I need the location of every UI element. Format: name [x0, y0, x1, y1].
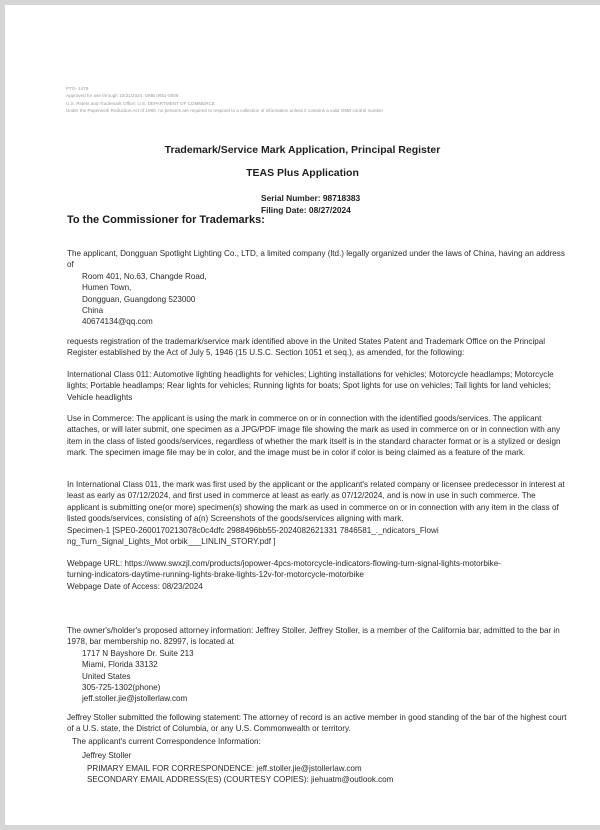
- form-header: [66, 85, 383, 115]
- goods-paragraph: [67, 369, 567, 403]
- attorney-section: [67, 625, 567, 705]
- omb-approval: Approved for use through 10/31/2024. OMB 0651-0009: [66, 93, 179, 99]
- correspondence-heading: The applicant's current Correspondence Information:: [72, 737, 261, 746]
- primary-email: PRIMARY EMAIL FOR CORRESPONDENCE: jeff.stoller.jie@jstollerlaw.com: [87, 763, 362, 773]
- applicant-section: [67, 248, 567, 328]
- salutation: To the Commissioner for Trademarks:: [67, 214, 265, 226]
- webpage-url-cont: turning-indicators-daytime-running-lights-brake-lights-12v-for-motorcycle-motorbike: [67, 570, 364, 580]
- attorney-statement: [67, 712, 567, 735]
- attorney-intro: The owner's/holder's proposed attorney information: Jeffrey Stoller. Jeffrey Stoller, is a member of the California bar, admitted to the bar in 1978, bar membership no. 82997, is located at: [67, 626, 560, 647]
- specimen-line: ng_Turn_Signal_Lights_Mot orbik___LINLIN_STORY.pdf ]: [67, 537, 276, 547]
- address-line: Humen Town,: [82, 283, 132, 293]
- address-line: United States: [82, 671, 131, 681]
- request-text: requests registration of the trademark/service mark identified above in the United States Patent and Trademark Office on the Principal Register established by the Act of July 5, 1946 (15 U.S.C. Section 1051 et seq.), as amended, for the following:: [67, 337, 546, 358]
- address-line: Miami, Florida 33132: [82, 660, 158, 670]
- address-line: Dongguan, Guangdong 523000: [82, 294, 196, 304]
- address-line: Room 401, No.63, Changde Road,: [82, 271, 207, 281]
- document-page: [5, 5, 600, 825]
- use-in-commerce-paragraph: [67, 413, 567, 459]
- applicant-email: 40674134@qq.com: [82, 317, 153, 327]
- document-title: Trademark/Service Mark Application, Principal Register: [164, 144, 441, 156]
- form-number: PTO- 1478: [66, 86, 89, 91]
- address-line: China: [82, 306, 104, 316]
- first-use-paragraph: [67, 479, 567, 547]
- applicant-intro: The applicant, Dongguan Spotlight Lighting Co., LTD, a limited company (ltd.) legally organized under the laws of China, having an address of: [67, 249, 565, 270]
- applicant-address: [67, 271, 567, 328]
- attorney-email: jeff.stoller.jie@jstollerlaw.com: [82, 694, 188, 704]
- request-paragraph: [67, 336, 567, 359]
- correspondence-section: [67, 736, 567, 786]
- filing-date: Filing Date: 08/27/2024: [261, 205, 351, 215]
- attorney-phone: 305-725-1302(phone): [82, 683, 161, 693]
- specimen-line: Specimen-1 [SPE0-2600170213078c0c4dfc 2988496bb55-2024082621331 7846581_._ndicators_Flowi: [67, 525, 439, 535]
- serial-number: Serial Number: 98718383: [261, 193, 361, 203]
- attorney-address: [67, 648, 567, 705]
- use-in-commerce-text: Use in Commerce: The applicant is using the mark in commerce on or in connection with the identified goods/services. The applicant attaches, or will later submit, one specimen as a JPG/PDF image file showing the mark as used in commerce on or in connection with any item in the class of listed goods/services, regardless of whether the mark itself is in the standard character format or is a stylized or design mark. The specimen image file may be in color, and the image must be in color if color is being claimed as a feature of the mark.: [67, 414, 561, 458]
- paperwork-notice: Under the Paperwork Reduction Act of 1995, no persons are required to respond to a collection of information unless it contains a valid OMB control number: [66, 108, 384, 114]
- goods-text: International Class 011: Automotive lighting headlights for vehicles; Lighting installations for vehicles; Motorcycle headlamps; Motorcycle lights; Portable headlamps; Rear lights for vehicles; Running lights for boats; Spot lights for use on vehicles; Tail lights for land vehicles; Vehicle headlights: [67, 370, 554, 402]
- attorney-statement-text: Jeffrey Stoller submitted the following statement: The attorney of record is an active member in good standing of the bar of the highest court of a U.S. state, the District of Columbia, or any U.S. Commonwealth or territory.: [67, 713, 567, 734]
- first-use-text: In International Class 011, the mark was first used by the applicant or the applicant's related company or licensee predecessor in interest at least as early as 07/12/2024, and first used in commerce at least as early as 07/12/2024, and is now in use in such commerce. The applicant is submitting one(or more) specimen(s) showing the mark as used in commerce on or in connection with any item in the class of listed goods/services, consisting of a(n) Screenshots of the goods/services aligning with mark.: [67, 480, 565, 524]
- agency-line: U.S. Patent and Trademark Office; U.S. DEPARTMENT OF COMMERCE: [66, 100, 215, 106]
- address-line: 1717 N Bayshore Dr. Suite 213: [82, 648, 194, 658]
- webpage-url: Webpage URL: https://www.swxzjl.com/products/jopower-4pcs-motorcycle-indicators-flowing-turn-signal-lights-motorbike-: [67, 559, 501, 568]
- filing-info: [261, 192, 360, 216]
- document-subtitle: TEAS Plus Application: [246, 167, 359, 179]
- webpage-section: [67, 558, 567, 592]
- webpage-access-date: Webpage Date of Access: 08/23/2024: [67, 581, 203, 591]
- secondary-email: SECONDARY EMAIL ADDRESS(ES) (COURTESY COPIES): jiehuatm@outlook.com: [87, 775, 394, 785]
- correspondence-name: Jeffrey Stoller: [82, 751, 132, 761]
